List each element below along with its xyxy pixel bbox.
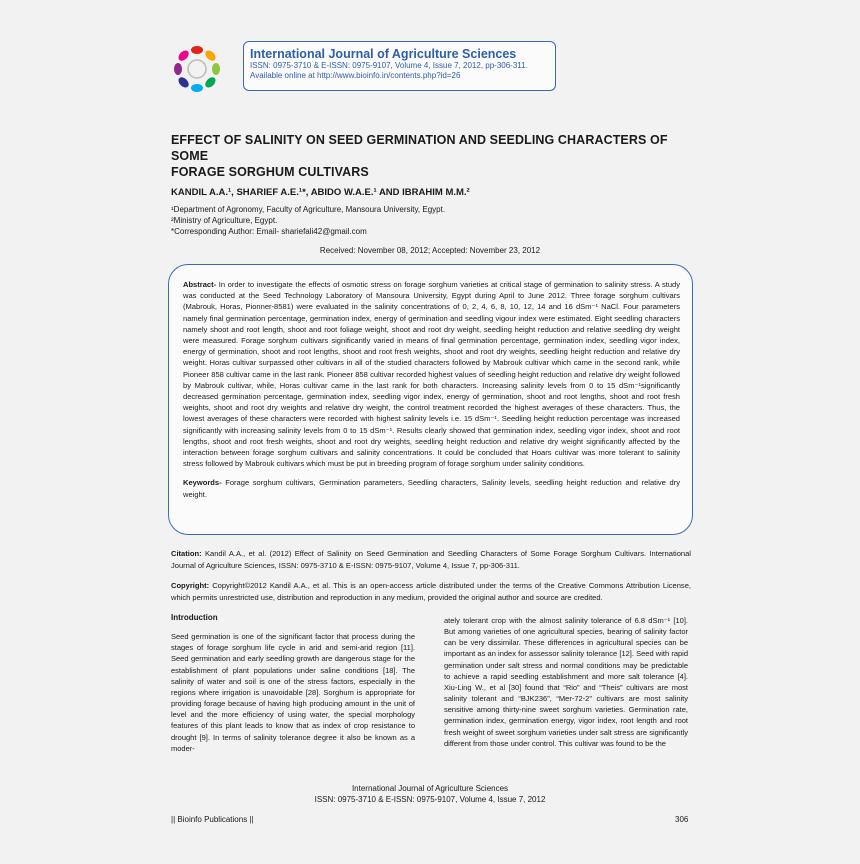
journal-issn: ISSN: 0975-3710 & E-ISSN: 0975-9107, Volume 4, Issue 7, 2012, pp-306-311. xyxy=(250,61,528,70)
copyright xyxy=(171,580,691,603)
authors: KANDIL A.A.¹, SHARIEF A.E.¹*, ABIDO W.A.E.¹ AND IBRAHIM M.M.² xyxy=(171,187,470,198)
journal-online-link[interactable]: Available online at http://www.bioinfo.in/contents.php?id=26 xyxy=(250,71,461,80)
title-line-1: EFFECT OF SALINITY ON SEED GERMINATION AND SEEDLING CHARACTERS OF SOME xyxy=(171,133,668,163)
journal-name: International Journal of Agriculture Sciences xyxy=(250,47,517,61)
keywords xyxy=(183,477,680,499)
left-column-text: Seed germination is one of the significant factor that process during the stages of forage sorghum life cycle in arid and semi-arid region [11]. Seed germination and early seedling growth are dangerous stage for the establishment of plant populations under saline conditions [18]. The salinity of water and soil is one of the stress factors, especially in the regions where irrigation is unavoidable [28]. Sorghum is appropriate for providing forage because of having high producing amount in the unit of level and the more efficiency of using water, the special morphology features of this plant leads to know that as index of crop resistance to drought [9]. In terms of salinity tolerance degree it also be known as a moder- xyxy=(171,632,415,753)
footer-issn: ISSN: 0975-3710 & E-ISSN: 0975-9107, Volume 4, Issue 7, 2012 xyxy=(314,795,546,804)
abstract-text: In order to investigate the effects of osmotic stress on forage sorghum varieties at critical stage of germination to salinity stress. A study was conducted at the Seed Technology Laboratory of Mansoura University, Egypt during April to June 2012. Three forage sorghum cultivars (Mabrouk, Horas, Pionner-8581) were evaluated in the salinity concentrations of 0, 2, 4, 6, 8, 10, 12, 14 and 16 dSm⁻¹ NaCl. Four parameters namely final germination percentage, germination index, energy of germination and seedling vigour index were estimated. Eight seedling characters namely shoot and root length, shoot and root foliage weight, shoot and root dry weight, seedling height reduction and relative seedling dry weight were measured. Forage sorghum cultivars significantly varied in means of final germination percentage, germination index, seedling vigor index, energy of germination, shoot and root lengths, shoot and root fresh weights, shoot and root dry weights, seedling height reduction and relative dry weight. Horas cultivar surpassed other cultivars in all of the studied characters followed by Mabrouk cultivar which came in the second rank, while Pioneer 858 cultivar came in the last rank. Pioneer 858 cultivar recorded highest values of seedling height reduction and relative dry weight followed by Mabrouk cultivar, while, Horas cultivar came in the last rank for both characters. Increasing salinity levels from 0 to 15 dSm⁻¹significantly decreased germination percentage, germination index, seedling vigor index, energy of germination, shoot and root lengths, shoot and root fresh weights, shoot and root dry weights and relative dry weight, the control treatment recorded the highest averages of these characters. Thus, the lowest averages of these characters were recorded with highest salinity levels i.e. 15 dSm⁻¹. Seedling height reduction percentage was increased significantly with increasing salinity levels from 0 to 15 dSm⁻¹. Results clearly showed that germination index, seedling vigor index, shoot and root lengths, shoot and root fresh weights, shoot and root dry weights, seedling height reduction and relative dry weight significantly affected by the interaction between forage sorghum cultivars and salinity concentrations. It could be concluded that Hoars cultivar was more tolerant to salinity stress followed by Mabrouk cultivars which must be put in breeding program of forage sorghum under salinity conditions. xyxy=(183,280,680,469)
footer-publisher: || Bioinfo Publications || xyxy=(171,815,254,824)
affiliation-2: ²Ministry of Agriculture, Egypt. xyxy=(171,216,278,225)
abstract-box xyxy=(168,264,693,535)
right-column-text: ately tolerant crop with the almost salinity tolerance of 6.8 dSm⁻¹ [10]. But among varieties of one agricultural species, bearing of salinity factor can be very dissimilar. These differences in agricultural species can be important as an index for assessor salinity tolerance [12]. Seed with rapid germination under salt stress and normal conditions may be predictable to achieve a rapid seedling establishment and more salt tolerance [4]. Xiu-Ling W., et al [30] found that “Rio” and “Theis” cultivars are most salinity tolerant and “BJK236”, “Mer-72-2” cultivars are most salinity sensitive among thirty-nine sweet sorghum varieties. Germination rate, germination index, germination energy, vigor index, root length and root fresh weight of sweet sorghum varieties under salt stress are significantly different from those under control. This cultivar was found to be the xyxy=(444,616,688,748)
affiliation-1: ¹Department of Agronomy, Faculty of Agriculture, Mansoura University, Egypt. xyxy=(171,205,446,214)
title-line-2: FORAGE SORGHUM CULTIVARS xyxy=(171,165,369,179)
abstract xyxy=(183,279,680,469)
keywords-label: Keywords- xyxy=(183,478,222,488)
article-title xyxy=(171,132,691,180)
corresponding-author: *Corresponding Author: Email- shariefali42@gmail.com xyxy=(171,227,367,236)
journal-info-box xyxy=(243,41,556,91)
abstract-label: Abstract- xyxy=(183,280,217,289)
received-dates: Received: November 08, 2012; Accepted: November 23, 2012 xyxy=(319,246,541,255)
bioinfo-ring-logo-icon xyxy=(168,40,226,98)
citation-label: Citation: xyxy=(171,549,202,558)
copyright-text: Copyright©2012 Kandil A.A., et al. This is an open-access article distributed under the terms of the Creative Commons Attribution License, which permits unrestricted use, distribution and reproduction in any medium, provided the original author and source are credited. xyxy=(171,581,691,602)
body-right-column xyxy=(444,615,688,749)
body-left-column xyxy=(171,612,415,754)
citation xyxy=(171,548,691,571)
copyright-label: Copyright: xyxy=(171,581,210,590)
footer-journal-name: International Journal of Agriculture Sciences xyxy=(351,784,509,793)
section-title: Introduction xyxy=(171,613,218,622)
page-number: 306 xyxy=(675,815,689,824)
keywords-text: Forage sorghum cultivars, Germination parameters, Seedling characters, Salinity levels, seedling height reduction and relative dry weight. xyxy=(183,478,680,499)
citation-text: Kandil A.A., et al. (2012) Effect of Salinity on Seed Germination and Seedling Characters of Some Forage Sorghum Cultivars. International Journal of Agriculture Sciences, ISSN: 0975-3710 & E-ISSN: 0975-9107, Volume 4, Issue 7, pp-306-311. xyxy=(171,549,691,570)
